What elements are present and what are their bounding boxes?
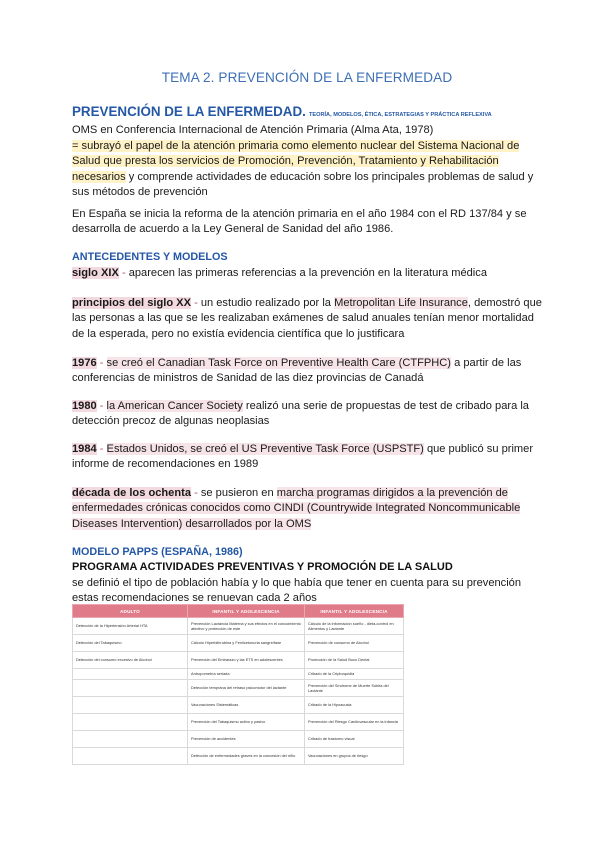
table-row <box>73 635 404 652</box>
table-header: ADULTO <box>73 605 188 618</box>
table-cell: Cribado de la Criptorquidia <box>305 669 404 680</box>
table-cell: Detección del consumo excesivo de Alcohol <box>73 652 188 669</box>
table-cell: Prevención del Tabaquismo activo y pasivo <box>188 714 305 731</box>
papps-heading: MODELO PAPPS (ESPAÑA, 1986) <box>72 546 243 558</box>
table-row <box>73 680 404 697</box>
intro-rest: y comprende actividades de educación sobre los principales problemas de salud y sus métodos de prevención <box>72 170 534 199</box>
table-cell: Prevención Lactancia Materna y sus efectos en el conocimiento afectivo y protección de este <box>188 618 305 635</box>
page-title: TEMA 2. PREVENCIÓN DE LA ENFERMEDAD <box>161 70 453 85</box>
intro-section <box>72 104 542 200</box>
table-cell: Promoción de la Salud Buco Dental <box>305 652 404 669</box>
antecedentes-heading: ANTECEDENTES Y MODELOS <box>72 251 228 263</box>
section-heading-subtitle: TEORÍA, MODELOS, ÉTICA, ESTRATEGIAS Y PRÁCTICA REFLEXIVA <box>308 112 492 118</box>
table-cell: Prevención de accidentes <box>188 731 305 748</box>
intro-highlight: = subrayó el papel de la atención primaria como elemento nuclear del Sistema Nacional de Salud que presta los servicios de Promoción, Prevención, Tratamiento y Rehabilitación necesarios <box>72 139 520 183</box>
entry-1976: 1976 - se creó el Canadian Task Force on Preventive Health Care (CTFPHC) a partir de las conferencias de ministros de Sanidad de las diez provincias de Canadá <box>72 357 522 385</box>
table-header-row <box>73 605 404 618</box>
intro-heading <box>72 104 542 123</box>
table-cell <box>73 680 188 697</box>
table-cell: Detección temprana del retraso psicomotor del lactante <box>188 680 305 697</box>
table-row <box>73 731 404 748</box>
table-row <box>73 669 404 680</box>
entry-label: 1984 <box>72 443 97 455</box>
spain-paragraph: En España se inicia la reforma de la atención primaria en el año 1984 con el RD 137/84 y se desarrolla de acuerdo a la Ley General de Sanidad del año 1986. <box>72 208 527 236</box>
table-cell: Cálculo Hiperbilirrubina y Fenilcetonuria sangre/fase <box>188 635 305 652</box>
table-cell: Detección de la Hipertensión Arterial HTA <box>73 618 188 635</box>
entry-siglo-xx: principios del siglo XX - un estudio realizado por la Metropolitan Life Insurance, demostró que las personas a las que se les realizaban exámenes de salud anuales tenían menor mortalidad de la esperada, pero no existía evidencia científica que lo justificara <box>72 297 542 340</box>
table-cell <box>73 714 188 731</box>
papps-text: se definió el tipo de población había y lo que había que tener en cuenta para su prevención estas recomendaciones se renuevan cada 2 años <box>72 576 522 605</box>
entry-decada-ochenta: década de los ochenta - se pusieron en marcha programas dirigidos a la prevención de enfermedades crónicas conocidos como CINDI (Countrywide Integrated Noncommunicable Diseases Intervention) desarrollados por la OMS <box>72 487 521 530</box>
table-cell <box>73 697 188 714</box>
table-cell: Vacunaciones Sistemáticas <box>188 697 305 714</box>
table-cell <box>73 669 188 680</box>
table-cell: Prevención del Riesgo Cardiovascular en la infancia <box>305 714 404 731</box>
intro-line: OMS en Conferencia Internacional de Atención Primaria (Alma Ata, 1978) <box>72 124 434 137</box>
table-cell: Prevención del Embarazo y las ETS en adolescentes <box>188 652 305 669</box>
table-cell: Prevención del Síndrome de Muerte Súbita del Lactante <box>305 680 404 697</box>
entry-1980: 1980 - la American Cancer Society realizó una serie de propuestas de test de cribado para la detección precoz de algunas neoplasias <box>72 400 529 428</box>
table-cell <box>73 731 188 748</box>
table-row <box>73 748 404 765</box>
table-cell: Cálculo de la información sueño - dieta-control en Alimentos y Lactante <box>305 618 404 635</box>
entry-label: principios del siglo XX <box>72 297 191 309</box>
table-row <box>73 714 404 731</box>
intro-paragraph <box>72 139 542 201</box>
table-cell: Prevención de consumo de Alcohol <box>305 635 404 652</box>
entry-1984: 1984 - Estados Unidos, se creó el US Preventive Task Force (USPSTF) que publicó su primer informe de recomendaciones en 1989 <box>72 443 534 471</box>
table-header: INFANTIL Y ADOLESCENCIA <box>188 605 305 618</box>
table-cell: Cribado de la Hipoacusia <box>305 697 404 714</box>
table-row <box>73 697 404 714</box>
entry-label: siglo XIX <box>72 267 119 279</box>
papps-table <box>72 604 404 765</box>
table-cell: Antropometría seriada <box>188 669 305 680</box>
section-heading: PREVENCIÓN DE LA ENFERMEDAD. <box>72 104 306 119</box>
entry-siglo-xix: siglo XIX - aparecen las primeras referencias a la prevención en la literatura médica <box>72 267 487 279</box>
table-row <box>73 652 404 669</box>
entry-text: aparecen las primeras referencias a la prevención en la literatura médica <box>128 267 487 279</box>
entry-label: década de los ochenta <box>72 487 191 499</box>
entry-label: 1976 <box>72 357 97 369</box>
entry-org: Metropolitan Life Insurance <box>334 297 468 309</box>
papps-section <box>72 545 542 607</box>
entry-label: 1980 <box>72 400 97 412</box>
table-cell <box>73 748 188 765</box>
table-cell: Detección del Tabaquismo <box>73 635 188 652</box>
papps-subheading: PROGRAMA ACTIVIDADES PREVENTIVAS Y PROMOCIÓN DE LA SALUD <box>72 561 453 574</box>
table-cell: Cribado de trastorno visual <box>305 731 404 748</box>
table-header: INFANTIL Y ADOLESCENCIA <box>305 605 404 618</box>
table-cell: Detección de enfermedades graves en la concesión del niño <box>188 748 305 765</box>
table-cell: Vacunaciones en grupos de riesgo <box>305 748 404 765</box>
table-row <box>73 618 404 635</box>
